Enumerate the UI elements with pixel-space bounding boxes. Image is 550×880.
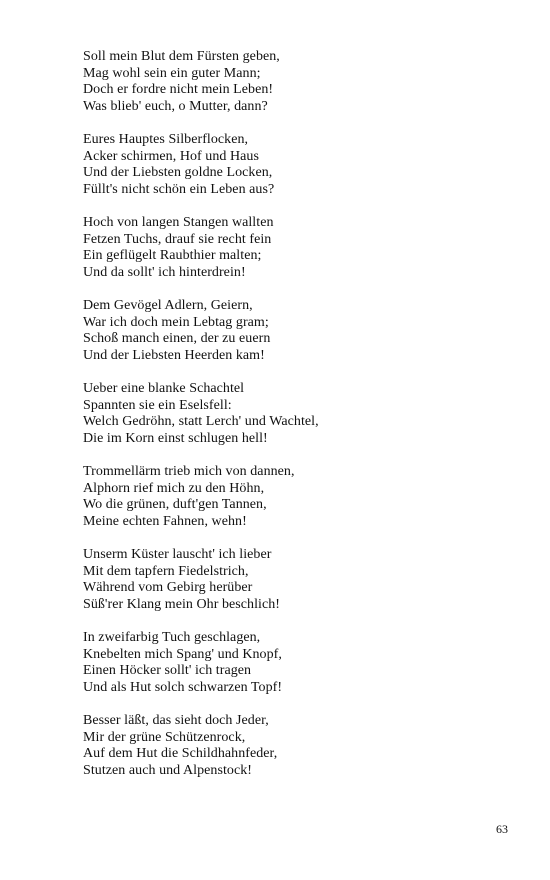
poem-line: Schoß manch einen, der zu euern bbox=[83, 331, 271, 347]
poem-text bbox=[83, 49, 523, 796]
stanza-8 bbox=[83, 630, 523, 697]
stanza-1 bbox=[83, 49, 523, 116]
poem-line: Trommellärm trieb mich von dannen, bbox=[83, 464, 295, 479]
stanza-2 bbox=[83, 132, 523, 199]
poem-line: Acker schirmen, Hof und Haus bbox=[83, 148, 259, 164]
poem-line: Und als Hut solch schwarzen Topf! bbox=[83, 680, 283, 696]
stanza-3 bbox=[83, 215, 523, 282]
stanza-9 bbox=[83, 713, 523, 780]
poem-line: Dem Gevögel Adlern, Geiern, bbox=[83, 298, 253, 313]
poem-line: Was blieb' euch, o Mutter, dann? bbox=[83, 99, 268, 115]
poem-line: Füllt's nicht schön ein Leben aus? bbox=[83, 182, 275, 198]
poem-line: War ich doch mein Lebtag gram; bbox=[83, 314, 269, 330]
poem-line: Unserm Küster lauscht' ich lieber bbox=[83, 547, 272, 562]
poem-line: Eures Hauptes Silberflocken, bbox=[83, 132, 249, 147]
poem-line: Und der Liebsten goldne Locken, bbox=[83, 165, 273, 181]
poem-line: Hoch von langen Stangen wallten bbox=[83, 215, 274, 230]
page-number: 63 bbox=[496, 822, 508, 836]
poem-line: Alphorn rief mich zu den Höhn, bbox=[83, 480, 265, 496]
stanza-4 bbox=[83, 298, 523, 365]
poem-line: Doch er fordre nicht mein Leben! bbox=[83, 82, 274, 98]
poem-line: Welch Gedröhn, statt Lerch' und Wachtel, bbox=[83, 414, 319, 430]
poem-line: Und da sollt' ich hinterdrein! bbox=[83, 265, 246, 281]
poem-line: Auf dem Hut die Schildhahnfeder, bbox=[83, 746, 278, 762]
poem-line: Während vom Gebirg herüber bbox=[83, 580, 253, 596]
poem-line: Süß'rer Klang mein Ohr beschlich! bbox=[83, 597, 281, 613]
poem-line: Knebelten mich Spang' und Knopf, bbox=[83, 646, 282, 662]
poem-line: Einen Höcker sollt' ich tragen bbox=[83, 663, 252, 679]
poem-line: Soll mein Blut dem Fürsten geben, bbox=[83, 49, 280, 64]
stanza-7 bbox=[83, 547, 523, 614]
stanza-5 bbox=[83, 381, 523, 448]
poem-line: Fetzen Tuchs, drauf sie recht fein bbox=[83, 231, 272, 247]
poem-line: Wo die grünen, duft'gen Tannen, bbox=[83, 497, 267, 513]
poem-line: Besser läßt, das sieht doch Jeder, bbox=[83, 713, 269, 728]
poem-line: Mir der grüne Schützenrock, bbox=[83, 729, 246, 745]
poem-line: Und der Liebsten Heerden kam! bbox=[83, 348, 265, 364]
poem-line: Ein geflügelt Raubthier malten; bbox=[83, 248, 262, 264]
poem-line: Mit dem tapfern Fiedelstrich, bbox=[83, 563, 249, 579]
poem-line: Spannten sie ein Eselsfell: bbox=[83, 397, 232, 413]
poem-line: Stutzen auch und Alpenstock! bbox=[83, 763, 252, 779]
poem-line: Meine echten Fahnen, wehn! bbox=[83, 514, 247, 530]
poem-line: Mag wohl sein ein guter Mann; bbox=[83, 65, 261, 81]
poem-line: Ueber eine blanke Schachtel bbox=[83, 381, 245, 396]
poem-line: Die im Korn einst schlugen hell! bbox=[83, 431, 268, 447]
stanza-6 bbox=[83, 464, 523, 531]
poem-line: In zweifarbig Tuch geschlagen, bbox=[83, 630, 261, 645]
